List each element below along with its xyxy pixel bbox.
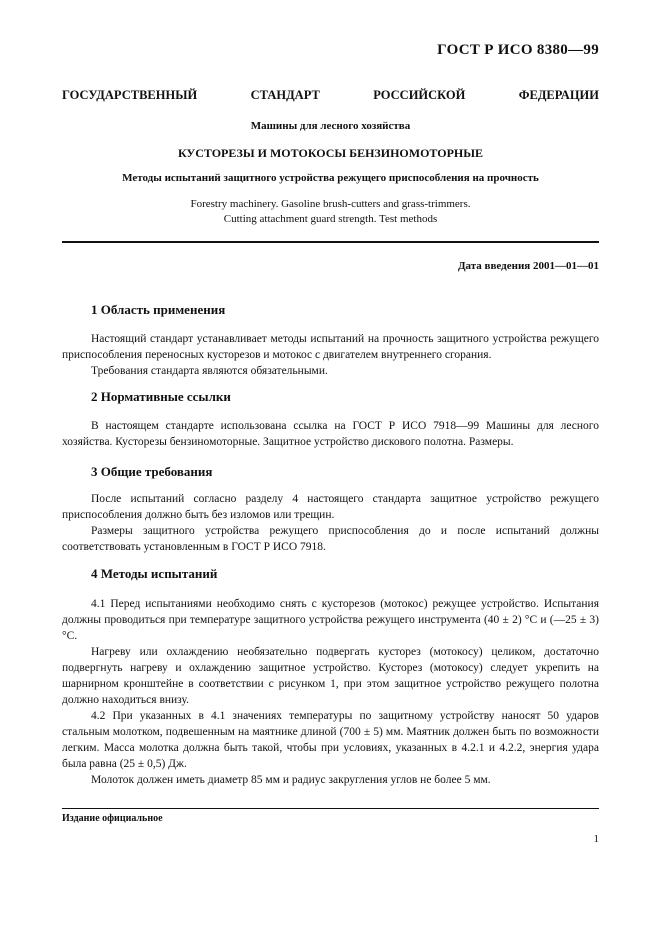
title-divider [62, 241, 599, 243]
section-heading-general-requirements: 3 Общие требования [91, 464, 213, 479]
section-heading-test-methods: 4 Методы испытаний [91, 566, 218, 581]
section-heading-scope: 1 Область применения [91, 302, 226, 317]
section-body-references [62, 418, 599, 450]
edition-label: Издание официальное [62, 813, 163, 824]
main-title: КУСТОРЕЗЫ И МОТОКОСЫ БЕНЗИНОМОТОРНЫЕ [177, 146, 484, 160]
section-body-general-requirements [62, 491, 599, 555]
introduction-date: Дата введения 2001—01—01 [457, 260, 599, 272]
paragraph: Размеры защитного устройства режущего приспособления до и после испытаний должны соответствовать установленным в ГОСТ Р ИСО 7918. [62, 525, 599, 553]
paragraph: В настоящем стандарте использована ссылка на ГОСТ Р ИСО 7918—99 Машины для лесного хозяйства. Кусторезы бензиномоторные. Защитное устройство дискового полотна. Размеры. [62, 420, 599, 448]
english-title-line: Forestry machinery. Gasoline brush-cutters and grass-trimmers. [190, 198, 471, 210]
paragraph: 4.2 При указанных в 4.1 значениях температуры по защитному устройству наносят 50 ударов стальным молотком, подвешенным на маятнике длиной (700 ± 5) мм. Маятник должен быть по возможности легким. Масса молотка должна быть такой, чтобы при условиях, указанных в 4.2.1 и 4.2.2, энергия удара была равна (25 ± 0,5) Дж. [62, 710, 599, 770]
english-title [62, 197, 599, 227]
page-number: 1 [593, 833, 599, 845]
subtitle: Методы испытаний защитного устройства режущего приспособления на прочность [122, 172, 539, 184]
section-heading-references: 2 Нормативные ссылки [91, 389, 231, 404]
english-title-line: Cutting attachment guard strength. Test methods [223, 213, 438, 225]
paragraph: 4.1 Перед испытаниями необходимо снять с кусторезов (мотокос) режущее устройство. Испытания должны проводиться при температуре защитного устройства режущего инструмента (40 ± 2) °С и (—25 ± 3) °С. [62, 598, 599, 642]
category-title: Машины для лесного хозяйства [250, 120, 411, 132]
paragraph: Нагреву или охлаждению необязательно подвергать кусторез (мотокосу) целиком, достаточно подвергнуть нагреву и охлаждению защитное устройство. Кусторез (мотокосу) следует укрепить на шарнирном кронштейне в соответствии с рисунком 1, при этом защитное устройство режущего полотна должно находиться внизу. [62, 646, 599, 706]
state-standard-title: ГОСУДАРСТВЕННЫЙ СТАНДАРТ РОССИЙСКОЙ ФЕДЕРАЦИИ [62, 88, 599, 102]
document-code: ГОСТ Р ИСО 8380—99 [437, 42, 599, 58]
paragraph: Требования стандарта являются обязательными. [91, 365, 328, 377]
footer-divider [62, 808, 599, 809]
paragraph: После испытаний согласно разделу 4 настоящего стандарта защитное устройство режущего приспособления должно быть без изломов или трещин. [62, 493, 599, 521]
paragraph: Настоящий стандарт устанавливает методы испытаний на прочность защитного устройства режущего приспособления переносных кусторезов и мотокос с двигателем внутреннего сгорания. [62, 333, 599, 361]
section-body-test-methods [62, 596, 599, 788]
section-body-scope [62, 331, 599, 379]
paragraph: Молоток должен иметь диаметр 85 мм и радиус закругления углов не более 5 мм. [91, 774, 491, 786]
